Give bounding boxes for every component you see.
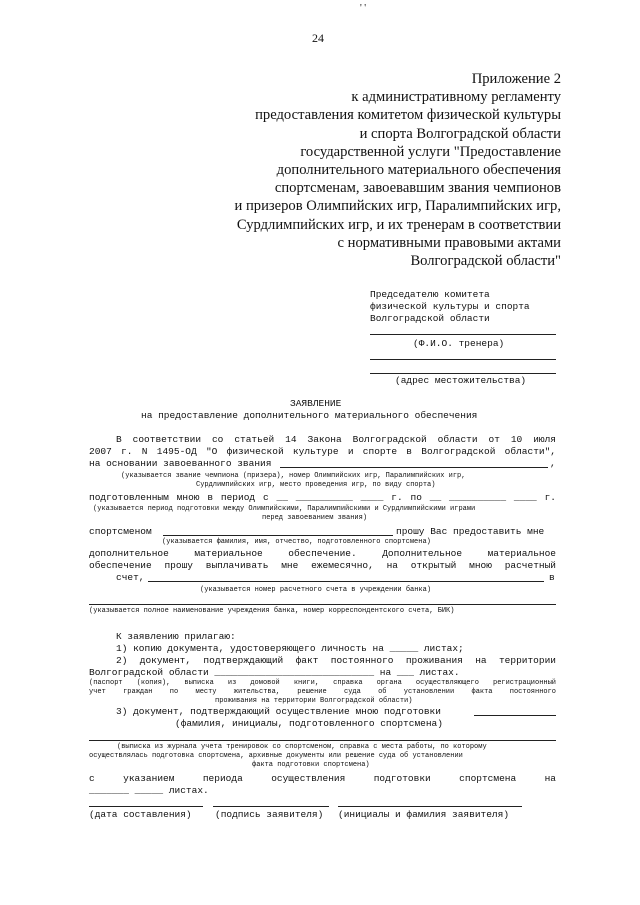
note: проживания на территории Волгоградской области): [215, 697, 413, 705]
annex-line: с нормативными правовыми актами: [337, 234, 561, 251]
body-line: дополнительное материальное обеспечение. Дополнительное материальное: [89, 548, 556, 559]
sportsman-request: прошу Вас предоставить мне: [396, 526, 545, 537]
annex-line: и спорта Волгоградской области: [359, 125, 561, 142]
note: осуществлялась подготовка спортсмена, архивные документы или решение суда об установлении: [89, 752, 463, 760]
annex-line: Приложение 2: [471, 71, 561, 87]
note: (указывается полное наименование учреждения банка, номер корреспондентского счета, БИК): [89, 607, 455, 615]
signature-field-line[interactable]: [213, 806, 329, 807]
body-line: В соответствии со статьей 14 Закона Волгоградской области от 10 июля: [116, 434, 556, 445]
top-marks: ' ': [360, 3, 367, 14]
note: перед завоеванием звания): [262, 514, 368, 522]
annex-line: государственной услуги "Предоставление: [300, 143, 561, 160]
note: учет граждан по месту жительства, решение суда об установлении факта постоянного: [89, 688, 556, 696]
account-label: счет,: [116, 572, 145, 583]
account-field-line[interactable]: [148, 581, 544, 582]
page-number: 24: [312, 31, 324, 45]
annex-line: Волгоградской области": [410, 253, 561, 270]
attach-item-1: 1) копию документа, удостоверяющего личность на _____ листах;: [116, 643, 464, 654]
attach-item-2: 2) документ, подтверждающий факт постоянного проживания на территории: [116, 655, 556, 666]
body-comma: ,: [550, 458, 556, 469]
body-line: с указанием периода осуществления подготовки спортсмена на: [89, 773, 556, 784]
note: факта подготовки спортсмена): [252, 761, 370, 769]
body-line: 2007 г. N 1495-ОД "О физической культуре и спорте в Волгоградской области",: [89, 446, 556, 457]
annex-header: [235, 70, 562, 270]
note: (паспорт (копия), выписка из домовой книги, справка органа осуществляющего регистрационный: [89, 679, 556, 687]
document-title: ЗАЯВЛЕНИЕ: [290, 398, 342, 409]
pages-field[interactable]: _______ _____ листах.: [89, 785, 209, 796]
address-field-line-2[interactable]: [370, 373, 556, 374]
account-suffix: в: [549, 572, 555, 583]
fio-field-line[interactable]: [370, 334, 556, 335]
sportsman-field-line[interactable]: [163, 535, 393, 536]
name-caption: (инициалы и фамилия заявителя): [338, 809, 510, 820]
annex-line: дополнительного материального обеспечения: [276, 162, 561, 179]
addressee-line: физической культуры и спорта: [370, 301, 530, 312]
annex-line: и призеров Олимпийских игр, Паралимпийских игр,: [234, 198, 561, 215]
note: (указывается период подготовки между Олимпийскими, Паралимпийскими и Сурдлимпийскими играми: [93, 505, 476, 513]
document-subtitle: на предоставление дополнительного материального обеспечения: [141, 410, 478, 421]
address-field-line-1[interactable]: [370, 359, 556, 360]
note: (указывается номер расчетного счета в учреждении банка): [200, 586, 432, 594]
signature-caption: (подпись заявителя): [215, 809, 324, 820]
annex-line: Сурдлимпийских игр, и их тренерам в соответствии: [236, 216, 561, 233]
addressee-line: Волгоградской области: [370, 313, 490, 324]
item3-caption: (фамилия, инициалы, подготовленного спортсмена): [175, 718, 443, 729]
note: (выписка из журнала учета тренировок со спортсменом, справка с места работы, по которому: [117, 743, 487, 751]
bank-field-line[interactable]: [89, 604, 556, 605]
title-field-label: на основании завоеванного звания: [89, 458, 272, 469]
annex-line: к административному регламенту: [351, 89, 561, 106]
date-caption: (дата составления): [89, 809, 192, 820]
attach-item-2-line2[interactable]: Волгоградской области ____________________________ на ___ листах.: [89, 667, 460, 678]
note: (указывается звание чемпиона (призера), номер Олимпийских игр, Паралимпийских игр,: [121, 472, 466, 480]
address-caption: (адрес местожительства): [395, 375, 527, 386]
sportsman-label: спортсменом: [89, 526, 152, 537]
attach-intro: К заявлению прилагаю:: [116, 631, 236, 642]
title-field-line[interactable]: [280, 467, 548, 468]
period-line[interactable]: подготовленным мною в период с __ __________ ____ г. по __ __________ ____ г.: [89, 492, 556, 503]
addressee-line: Председателю комитета: [370, 289, 490, 300]
body-line: обеспечение прошу выплачивать мне ежемесячно, на открытый мною расчетный: [89, 560, 556, 571]
date-field-line[interactable]: [89, 806, 203, 807]
item3-doc-field-line[interactable]: [89, 740, 556, 741]
fio-caption: (Ф.И.О. тренера): [413, 338, 505, 349]
name-field-line[interactable]: [338, 806, 522, 807]
annex-line: спортсменам, завоевавшим звания чемпионов: [274, 180, 561, 197]
item3-field-line[interactable]: [474, 715, 556, 716]
attach-item-3: 3) документ, подтверждающий осуществление мною подготовки: [116, 706, 441, 717]
annex-line: предоставления комитетом физической культуры: [255, 107, 561, 124]
note: Сурдлимпийских игр, место проведения игр, по виду спорта): [196, 481, 436, 489]
note: (указывается фамилия, имя, отчество, подготовленного спортсмена): [162, 538, 431, 546]
